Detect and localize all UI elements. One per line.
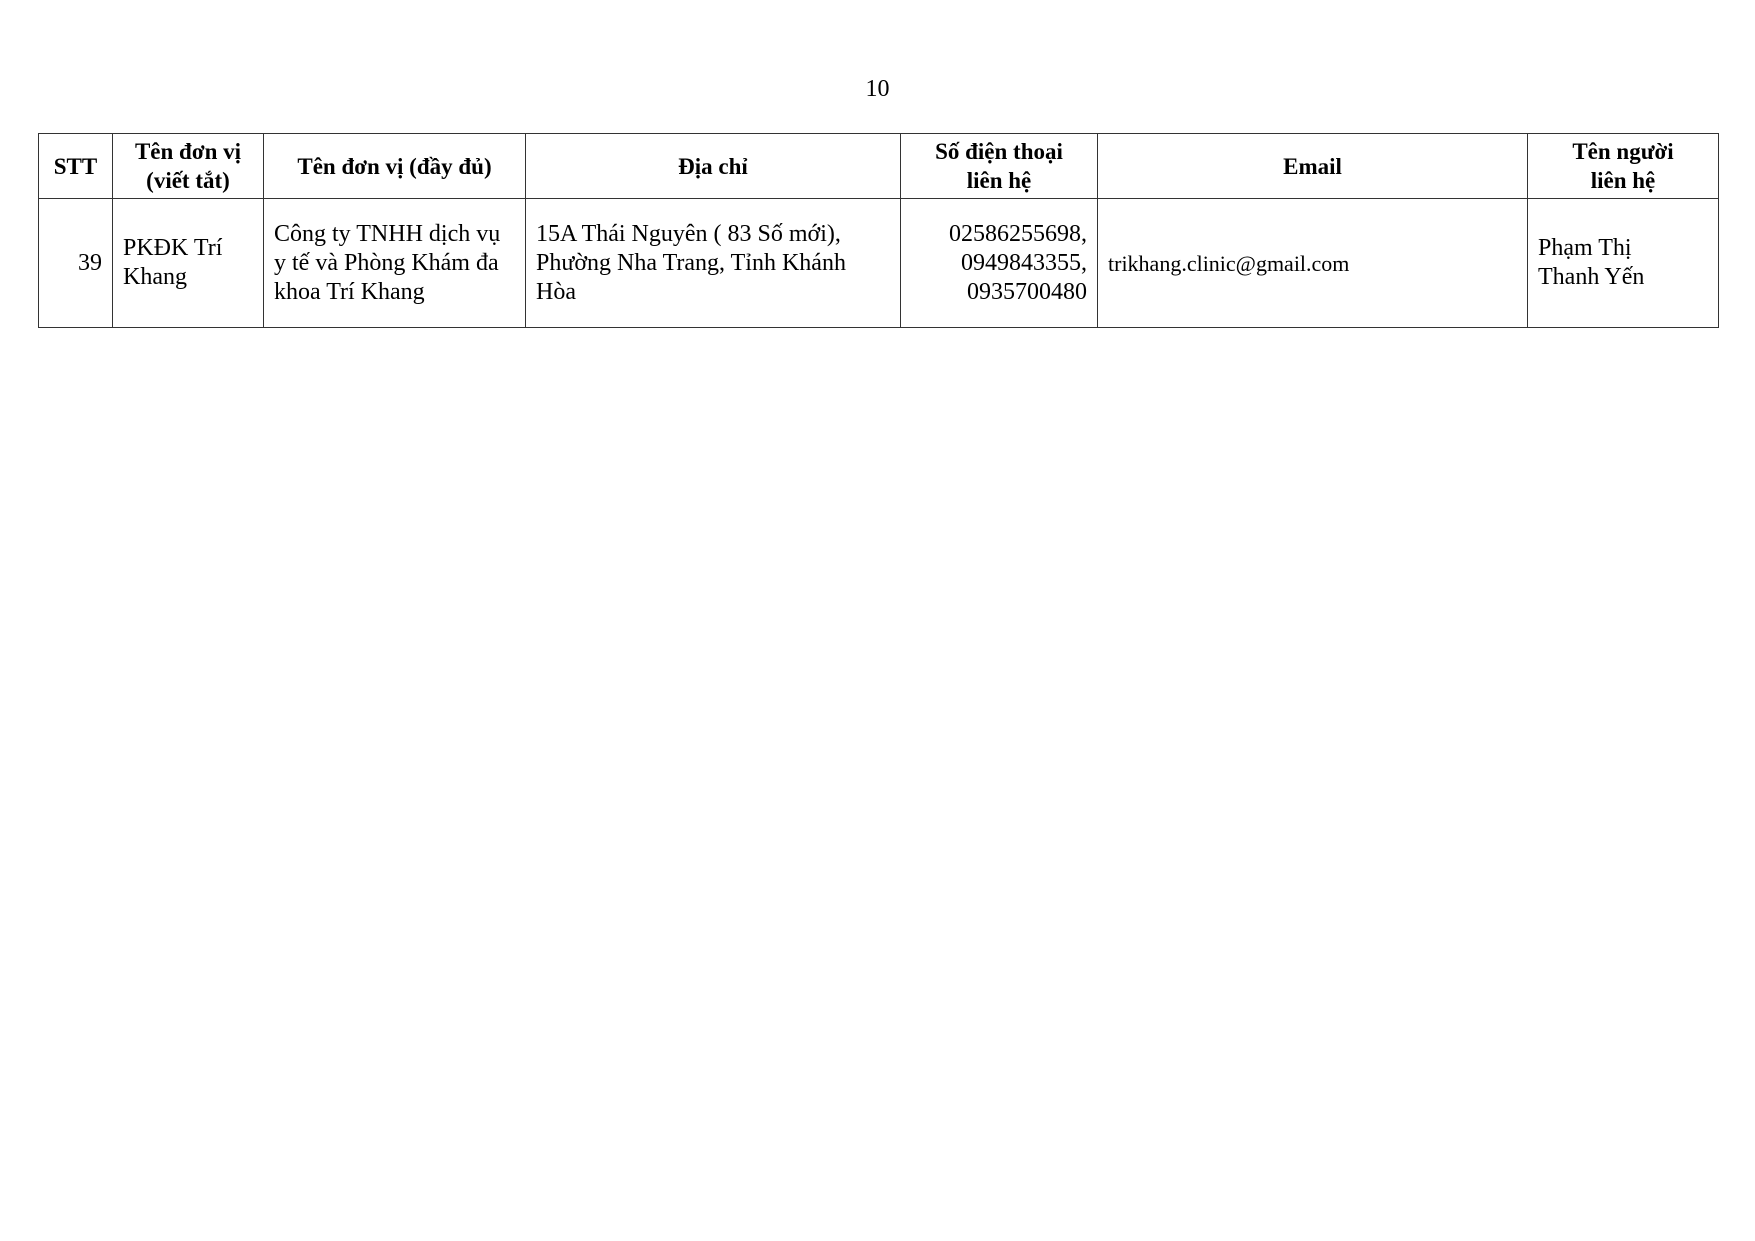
cell-full-name: Công ty TNHH dịch vụ y tế và Phòng Khám đa khoa Trí Khang [264, 199, 526, 328]
cell-phone: 02586255698, 0949843355, 0935700480 [901, 199, 1098, 328]
header-contact: Tên người liên hệ [1528, 134, 1719, 199]
table-row [39, 199, 1719, 328]
cell-address: 15A Thái Nguyên ( 83 Số mới), Phường Nha Trang, Tỉnh Khánh Hòa [526, 199, 901, 328]
page-number: 10 [865, 76, 890, 102]
cell-contact: Phạm Thị Thanh Yến [1528, 199, 1719, 328]
cell-email[interactable]: trikhang.clinic@gmail.com [1098, 199, 1528, 328]
header-address: Địa chỉ [526, 134, 901, 199]
cell-stt: 39 [39, 199, 113, 328]
header-short-name: Tên đơn vị (viết tắt) [113, 134, 264, 199]
header-email: Email [1098, 134, 1528, 199]
table-header-row [39, 134, 1719, 199]
units-table [38, 133, 1719, 328]
header-stt: STT [39, 134, 113, 199]
header-phone: Số điện thoại liên hệ [901, 134, 1098, 199]
header-full-name: Tên đơn vị (đầy đủ) [264, 134, 526, 199]
cell-short-name: PKĐK Trí Khang [113, 199, 264, 328]
